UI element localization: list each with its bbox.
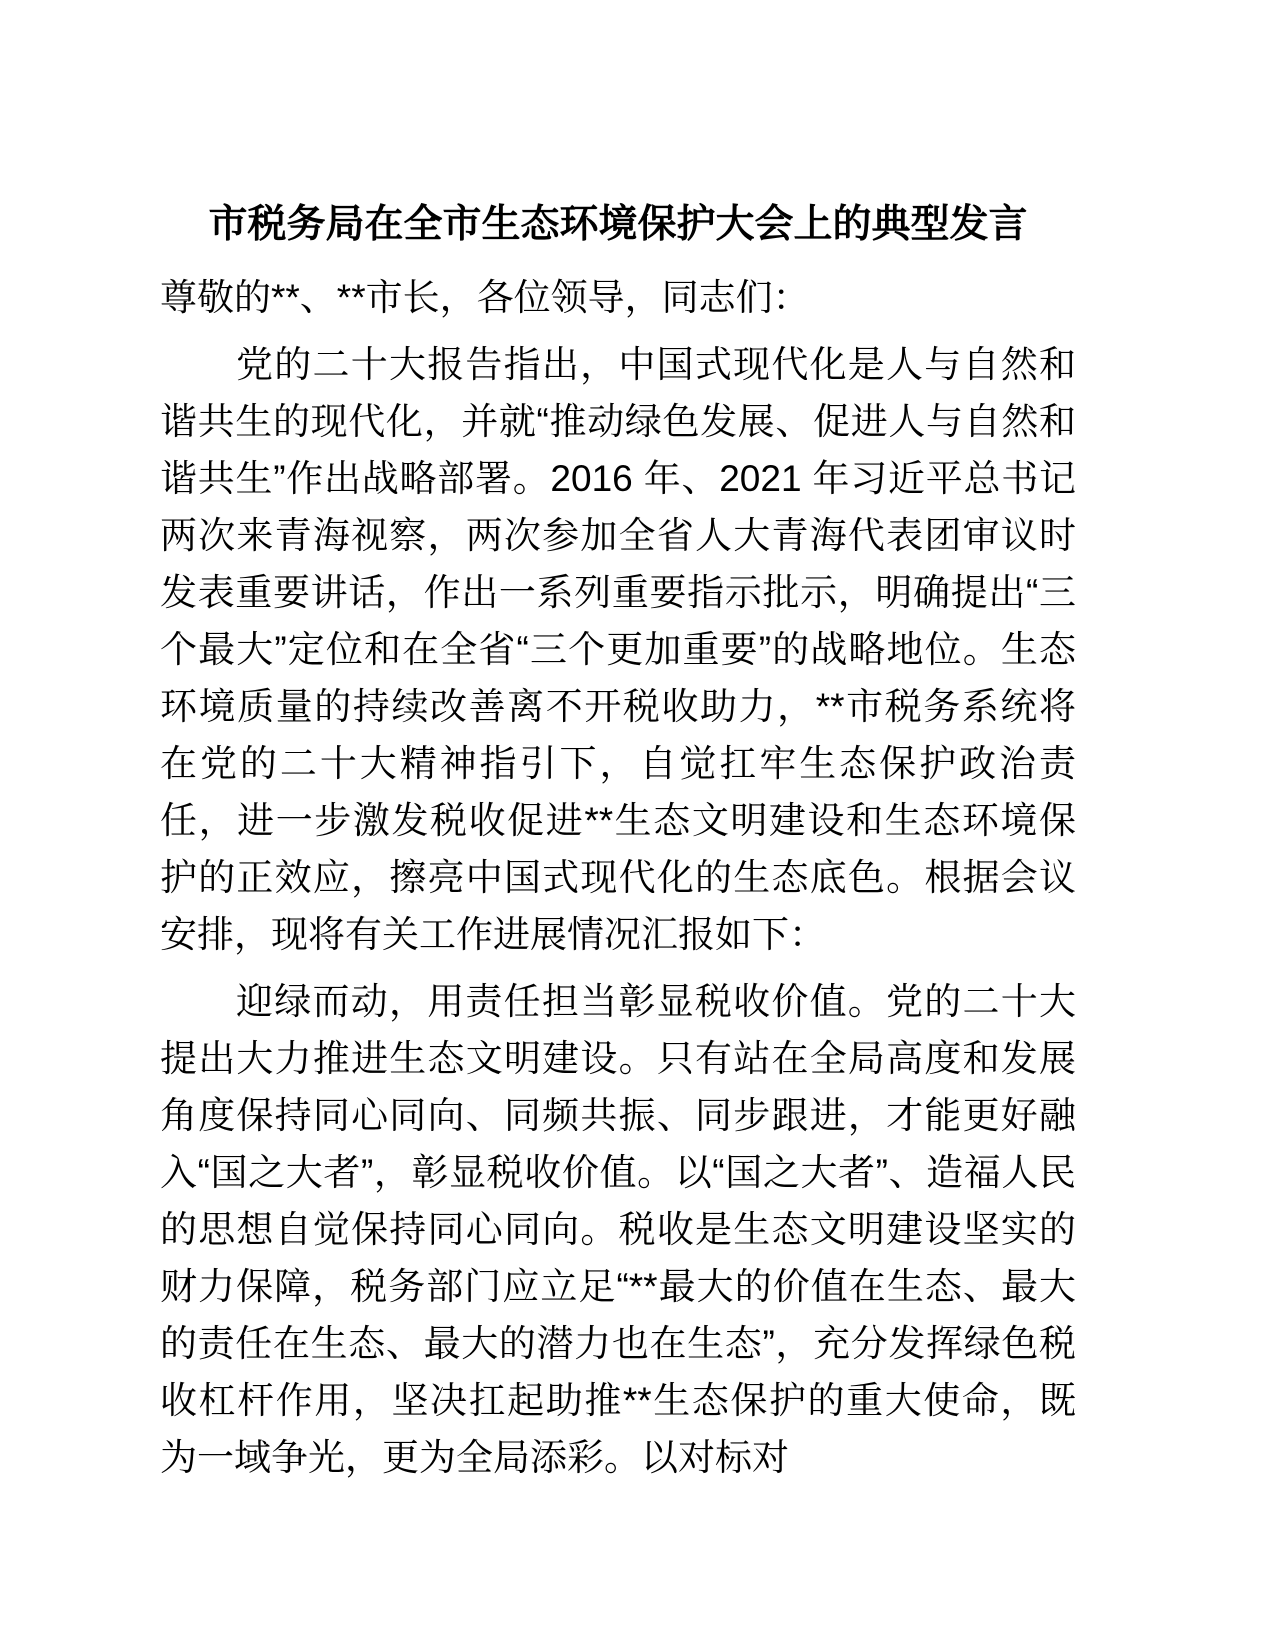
paragraph-1: 党的二十大报告指出，中国式现代化是人与自然和谐共生的现代化，并就“推动绿色发展、促进人与自然和谐共生”作出战略部署。2016 年、2021 年习近平总书记两次来青海视察，两次参加全省人大青海代表团审议时发表重要讲话，作出一系列重要指示批示，明确提出“三个最大”定位和在全省“三个更加重要”的战略地位。生态环境质量的持续改善离不开税收助力，**市税务系统将在党的二十大精神指引下，自觉扛牢生态保护政治责任，进一步激发税收促进**生态文明建设和生态环境保护的正效应，擦亮中国式现代化的生态底色。根据会议安排，现将有关工作进展情况汇报如下：	[160, 344, 1076, 955]
salutation-line: 尊敬的**、**市长，各位领导，同志们：	[160, 277, 810, 318]
page-title: 市税务局在全市生态环境保护大会上的典型发言	[208, 203, 1028, 246]
document-body	[160, 196, 1076, 1486]
paragraph-2: 迎绿而动，用责任担当彰显税收价值。党的二十大提出大力推进生态文明建设。只有站在全局高度和发展角度保持同心同向、同频共振、同步跟进，才能更好融入“国之大者”，彰显税收价值。以“国之大者”、造福人民的思想自觉保持同心同向。税收是生态文明建设坚实的财力保障，税务部门应立足“**最大的价值在生态、最大的责任在生态、最大的潜力也在生态”，充分发挥绿色税收杠杆作用，坚决扛起助推**生态保护的重大使命，既为一域争光，更为全局添彩。以对标对	[160, 981, 1076, 1478]
